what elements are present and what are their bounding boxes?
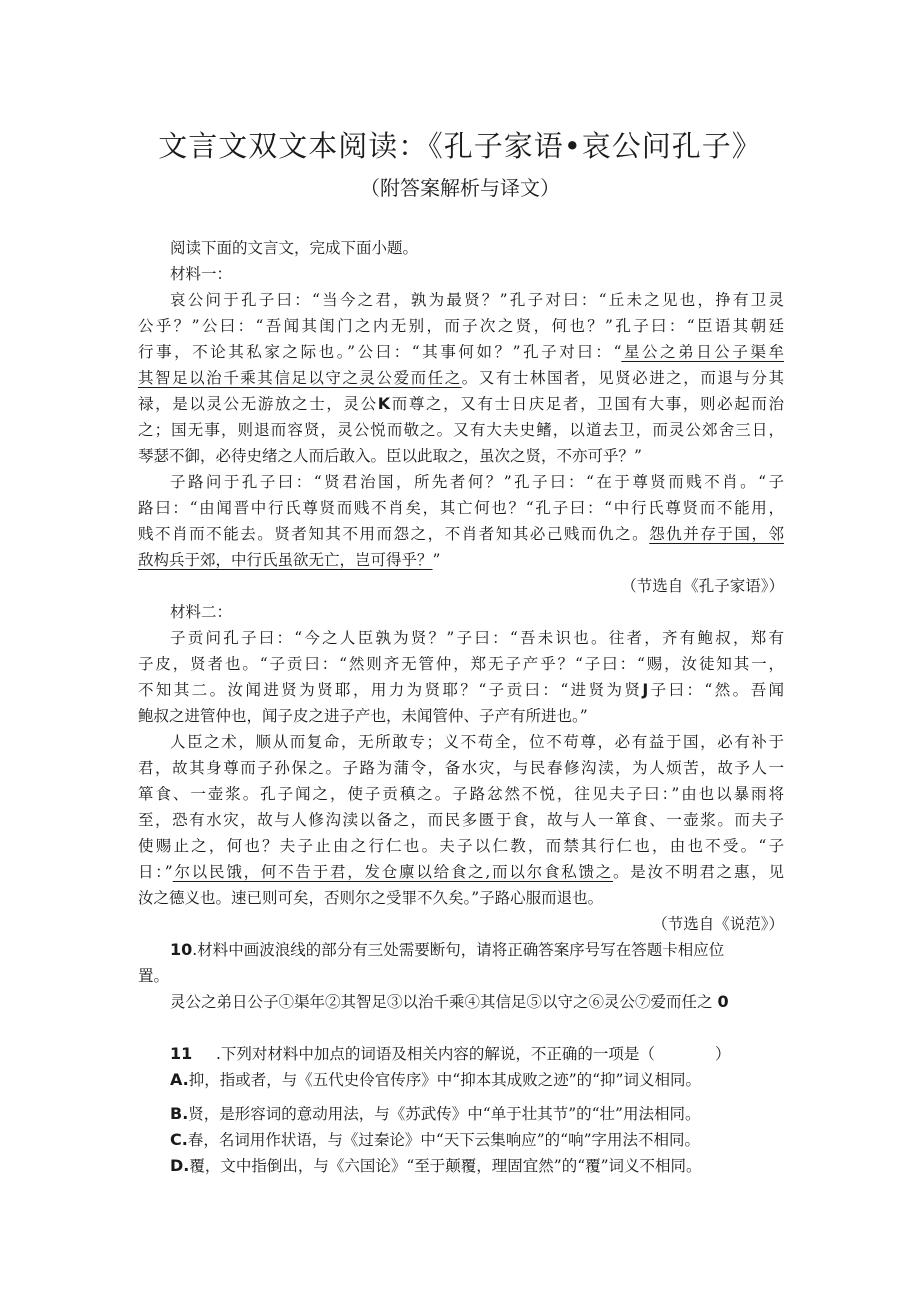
q10-text-line2: 置。	[138, 967, 170, 985]
m1-p1-line5	[138, 394, 784, 414]
m2-p1-line3	[138, 680, 784, 700]
material1-heading: 材料一：	[170, 265, 233, 283]
option-label: D.	[170, 1156, 190, 1175]
wavy-underlined-passage: 其智足以治千乘其信足以守之灵公爱而任之	[138, 369, 462, 387]
m1-p1-line5-text: 禄，是以灵公无游放之士，灵公	[138, 395, 378, 413]
m1-p1-line4-text: 。又有士林国者，见贤必进之，而退与分其	[461, 369, 784, 387]
underlined-passage: 怨仇并存于国，邻	[649, 525, 784, 543]
m2-p1-line3-text: 不知其二。汝闻进贤为贤耶，用力为贤耶？“子贡曰：“进贤为贤	[138, 681, 643, 699]
q11-number: 11	[170, 1044, 193, 1063]
q11-stem-end: ）	[714, 1045, 731, 1063]
m2-p1-line1: 子贡问孔子曰：“今之人臣孰为贤？”子曰：“吾未识也。往者，齐有鲍叔，郑有	[170, 629, 784, 647]
m1-p1-line1: 哀公问于孔子曰：“当今之君，孰为最贤？”孔子对曰：“丘未之见也，挣有卫灵	[170, 291, 784, 309]
m2-p2-line4: 至，恐有水灾，故与人修沟渎以备之，而民多匮于食，故与人一箪食、一壶浆。而夫子	[138, 811, 784, 829]
option-label: A.	[170, 1070, 189, 1089]
m1-p2-line4	[138, 550, 784, 570]
m2-p2-line6-text: 日：”	[138, 863, 173, 881]
q11-stem: .下列对材料中加点的词语及相关内容的解说，不正确的一项是（	[216, 1045, 655, 1063]
option-text: 贤，是形容词的意动用法，与《苏武传》中“单于壮其节”的“壮”用法相同。	[188, 1105, 701, 1123]
stray-char: J	[642, 680, 649, 699]
m2-p1-line2: 子皮，贤者也。“子贡曰：“然则齐无管仲，郑无子产乎？“子曰：“赐，汝徒知其一，	[138, 655, 784, 673]
m1-p2-line3	[138, 524, 784, 544]
m1-p1-line7: 琴瑟不御，必待史绪之人而后敢入。臣以此取之，虽次之贤，不亦可乎？”	[138, 447, 642, 465]
q10-text: .材料中画波浪线的部分有三处需要断句，请将正确答案序号写在答题卡相应位	[192, 941, 725, 959]
material2-heading: 材料二：	[170, 603, 233, 621]
option-text: 覆，文中指倒出，与《六国论》“至于颠覆，理固宜然”的“覆”词义不相同。	[189, 1157, 702, 1175]
stray-char: K	[377, 394, 391, 413]
underlined-passage: 尔以民饿，何不告于君，发仓廪以给食之,而以尔食私馈之	[172, 863, 614, 881]
m2-p2-line1: 人臣之术，顺从而复命，无所敢专；义不苟全，位不苟尊，必有益于国，必有补于	[170, 733, 784, 751]
q10-number: 10	[170, 940, 193, 959]
option-label: C.	[170, 1130, 188, 1149]
m1-p1-line3	[138, 342, 784, 362]
wavy-underlined-passage: 星公之弟日公子渠牟	[621, 343, 784, 361]
q11-option-d	[170, 1156, 784, 1176]
m2-p2-line2: 君，故其身尊而子孙保之。子路为蒲令，备水灾，与民春修沟渎，为人烦苦，故予人一	[138, 759, 784, 777]
option-label: B.	[170, 1104, 189, 1123]
page-title: 文言文双文本阅读：《孔子家语•哀公问孔子》	[158, 129, 762, 163]
m2-p2-line6-text-c: 。是汝不明君之惠，见	[613, 863, 784, 881]
m1-p2-line3-text: 贱不肖而不能去。贤者知其不用而怨之，不肖者知其必己贱而仇之。	[138, 525, 650, 543]
m1-p2-line1: 子路问于孔子曰：“贤君治国，所先者何？”孔子曰：“在于尊贤而贱不肖。“子	[170, 473, 784, 491]
question-10	[170, 940, 784, 960]
q10-sentence-text: 灵公之弟日公子①渠年②其智足③以治千乘④其信足⑤以守之⑥灵公⑦爱而任之	[170, 993, 713, 1011]
m2-p2-line5: 使赐止之，何也？夫子止由之行仁也。夫子以仁教，而禁其行仁也，由也不受。“子	[138, 837, 784, 855]
underlined-passage: 敌构兵于郊，中行氏虽欲无亡，岂可得乎？	[138, 551, 433, 569]
instructions: 阅读下面的文言文，完成下面小题。	[170, 239, 419, 257]
m1-p2-line2: 路曰：“由闻晋中行氏尊贤而贱不肖矣，其亡何也？“孔子曰：“中行氏尊贤而不能用，	[138, 499, 784, 517]
m2-p2-line6	[138, 862, 784, 882]
m2-p2-line7: 汝之德义也。速已则可矣，否则尔之受罪不久矣。”子路心服而退也。	[138, 889, 604, 907]
material1-source: （节选自《孔子家语》）	[621, 577, 784, 595]
m1-p1-line6: 之；国无事，则退而容贤，灵公悦而敬之。又有大夫史鳍，以道去卫，而灵公郊舍三日，	[138, 421, 784, 439]
option-text: 春，名词用作状语，与《过秦论》中“天下云集响应”的“响”字用法不相同。	[187, 1131, 701, 1149]
m1-p1-line2: 公乎？”公曰：“吾闻其闺门之内无别，而子次之贤，何也？”孔子曰：“臣语其朝廷	[138, 317, 784, 335]
q10-sentence-end: 0	[717, 992, 729, 1011]
closing-quote: ”	[432, 551, 441, 569]
m2-p1-line3-text-b: 子曰：“然。吾闻	[648, 681, 784, 699]
page-subtitle: （附答案解析与译文）	[360, 176, 560, 200]
q11-option-b	[170, 1104, 784, 1124]
m1-p1-line5-text-b: 而尊之，又有士日庆足者，卫国有大事，则必起而治	[390, 395, 784, 413]
m1-p1-line3-text: 行事，不论其私家之际也。”公曰：“其事何如？”孔子对曰：“	[138, 343, 622, 361]
option-text: 抑，指或者，与《五代史伶官传序》中“抑本其成败之迹”的“抑”词义相同。	[188, 1071, 701, 1089]
m1-p1-line4	[138, 368, 784, 388]
question-11	[170, 1044, 784, 1064]
m2-p1-line4: 鲍叔之进管仲也，闻子皮之进子产也，未闻管仲、子产有所进也。”	[138, 707, 588, 725]
q11-option-c	[170, 1130, 784, 1150]
q11-option-a	[170, 1070, 784, 1090]
m2-p2-line3: 箪食、一壶浆。孔子闻之，使子贡稹之。子路忿然不悦，往见夫子曰：”由也以暴雨将	[138, 785, 784, 803]
material2-source: （节选自《说范》）	[652, 915, 784, 933]
q10-sentence	[170, 992, 784, 1012]
